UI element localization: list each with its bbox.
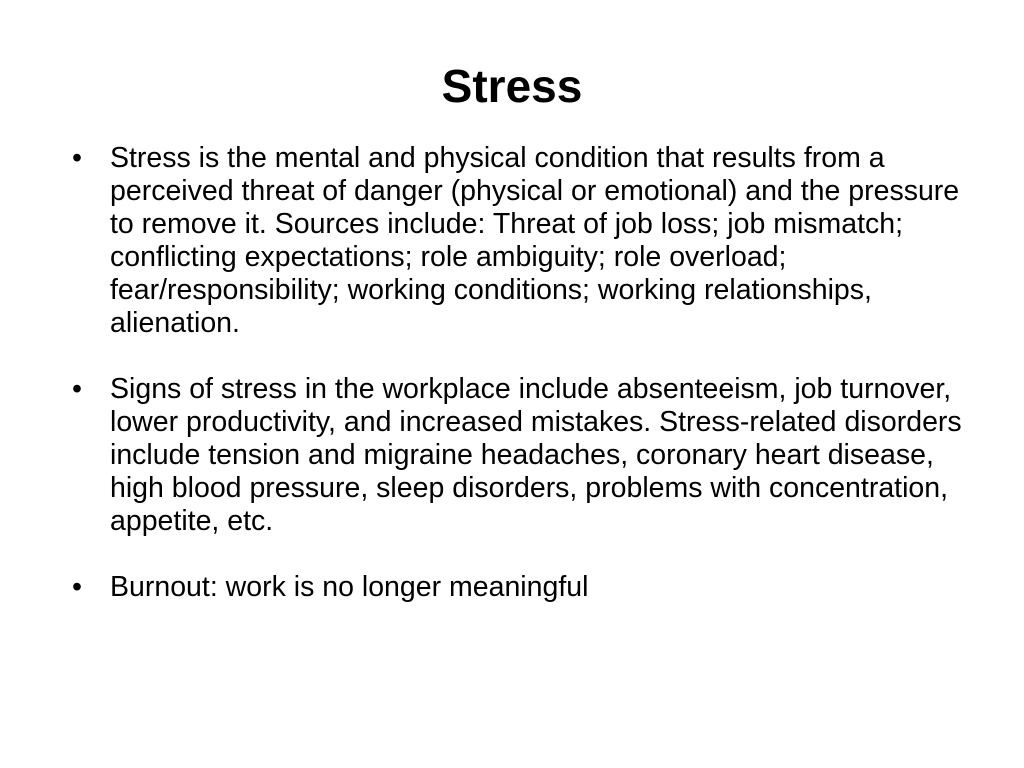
slide-title: Stress <box>441 60 583 112</box>
bullet-item-stress-definition <box>72 142 982 340</box>
bullet-text: Burnout: work is no longer meaningful <box>110 571 589 603</box>
bullet-dot-icon: • <box>72 571 82 603</box>
bullet-dot-icon: • <box>72 373 82 405</box>
bullet-item-signs-of-stress <box>72 373 982 538</box>
bullet-text: Signs of stress in the workplace include absenteeism, job turnover, lower productivity, and increased mistakes. Stress-related disorders include tension and migraine headaches, coronary heart disease, high blood pressure, sleep disorders, problems with concentration, appetite, etc. <box>110 373 962 537</box>
bullet-dot-icon: • <box>72 142 82 174</box>
bullet-item-burnout <box>72 571 982 604</box>
bullet-text: Stress is the mental and physical condition that results from a perceived threat of danger (physical or emotional) and the pressure to remove it. Sources include: Threat of job loss; job mismatch; conflicting expectations; role ambiguity; role overload; fear/responsibility; working conditions; working relationships, alienation. <box>110 142 960 339</box>
bullet-list <box>72 142 982 604</box>
